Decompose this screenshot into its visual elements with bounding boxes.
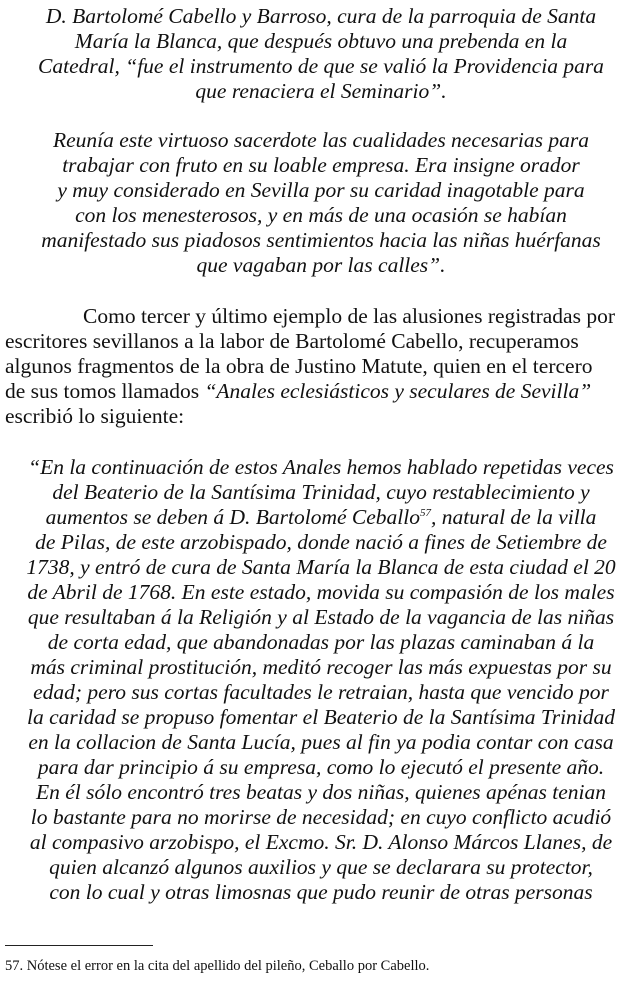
- text-line: del Beaterio de la Santísima Trinidad, cuyo restablecimiento y: [52, 480, 590, 504]
- text-line: de Pilas, de este arzobispado, donde nació a fines de Setiembre de: [35, 530, 607, 554]
- text-line: escribió lo siguiente:: [5, 404, 185, 428]
- text-run: aumentos se deben á D. Bartolomé Ceballo: [45, 505, 420, 529]
- paragraph-gap: [5, 429, 637, 455]
- text-run: de sus tomos llamados: [5, 379, 205, 403]
- text-line: que resultaban á la Religión y al Estado de la vagancia de las niñas: [27, 605, 615, 629]
- text-line: escritores sevillanos a la labor de Bartolomé Cabello, recuperamos: [5, 329, 579, 353]
- text-line: que renaciera el Seminario”.: [195, 79, 447, 103]
- text-line: lo bastante para no morirse de necesidad; en cuyo conflicto acudió: [30, 805, 612, 829]
- text-line: que vagaban por las calles”.: [196, 253, 446, 277]
- text-line: Reunía este virtuoso sacerdote las cualidades necesarias para: [52, 128, 590, 152]
- text-line: Catedral, “fue el instrumento de que se valió la Providencia para: [38, 54, 604, 78]
- text-line: de corta edad, que abandonadas por las plazas caminaban á la: [47, 630, 595, 654]
- text-line: con los menesterosos, y en más de una ocasión se habían: [75, 203, 567, 227]
- text-line: quien alcanzó algunos auxilios y que se declarara su protector,: [49, 855, 593, 879]
- quote-paragraph-2: [5, 128, 637, 278]
- book-title: “Anales eclesiásticos y seculares de Sevilla”: [204, 379, 592, 403]
- text-line: algunos fragmentos de la obra de Justino Matute, quien en el tercero: [5, 354, 593, 378]
- text-line: para dar principio á su empresa, como lo ejecutó el presente año.: [37, 755, 605, 779]
- text-line: [5, 379, 637, 404]
- text-line: En él sólo encontró tres beatas y dos niñas, quienes apénas tenian: [35, 780, 607, 804]
- text-line: y muy considerado en Sevilla por su caridad inagotable para: [57, 178, 585, 202]
- text-line: al compasivo arzobispo, el Excmo. Sr. D. Alonso Márcos Llanes, de: [29, 830, 613, 854]
- text-line: 1738, y entró de cura de Santa María la Blanca de esta ciudad el 20: [26, 555, 616, 579]
- text-line: con lo cual y otras limosnas que pudo reunir de otras personas: [49, 880, 593, 904]
- footnote-divider: [5, 945, 153, 946]
- text-line: [5, 505, 637, 530]
- text-line: D. Bartolomé Cabello y Barroso, cura de la parroquia de Santa: [45, 4, 597, 28]
- text-line: trabajar con fruto en su loable empresa. Era insigne orador: [62, 153, 580, 177]
- text-line: edad; pero sus cortas facultades le retraian, hasta que vencido por: [33, 680, 609, 704]
- document-page: [5, 4, 637, 905]
- paragraph-gap: [5, 104, 637, 128]
- paragraph-gap: [5, 278, 637, 304]
- body-paragraph: [5, 304, 637, 429]
- text-line: en la collacion de Santa Lucía, pues al fin ya podia contar con casa: [28, 730, 614, 754]
- text-line: la caridad se propuso fomentar el Beaterio de la Santísima Trinidad: [26, 705, 616, 729]
- text-line: manifestado sus piadosos sentimientos hacia las niñas huérfanas: [41, 228, 601, 252]
- footnote: 57. Nótese el error en la cita del apellido del pileño, Ceballo por Cabello.: [5, 958, 430, 974]
- text-line: “En la continuación de estos Anales hemos hablado repetidas veces: [28, 455, 614, 479]
- text-run: , natural de la villa: [430, 505, 597, 529]
- text-line: más criminal prostitución, meditó recoger las más expuestas por su: [30, 655, 612, 679]
- text-line: María la Blanca, que después obtuvo una prebenda en la: [74, 29, 568, 53]
- quote-paragraph-3: [5, 455, 637, 905]
- footnote-reference[interactable]: 57: [419, 506, 431, 519]
- text-line: Como tercer y último ejemplo de las alusiones registradas por: [83, 304, 615, 328]
- quote-paragraph-1: [5, 4, 637, 104]
- text-line: de Abril de 1768. En este estado, movida su compasión de los males: [27, 580, 615, 604]
